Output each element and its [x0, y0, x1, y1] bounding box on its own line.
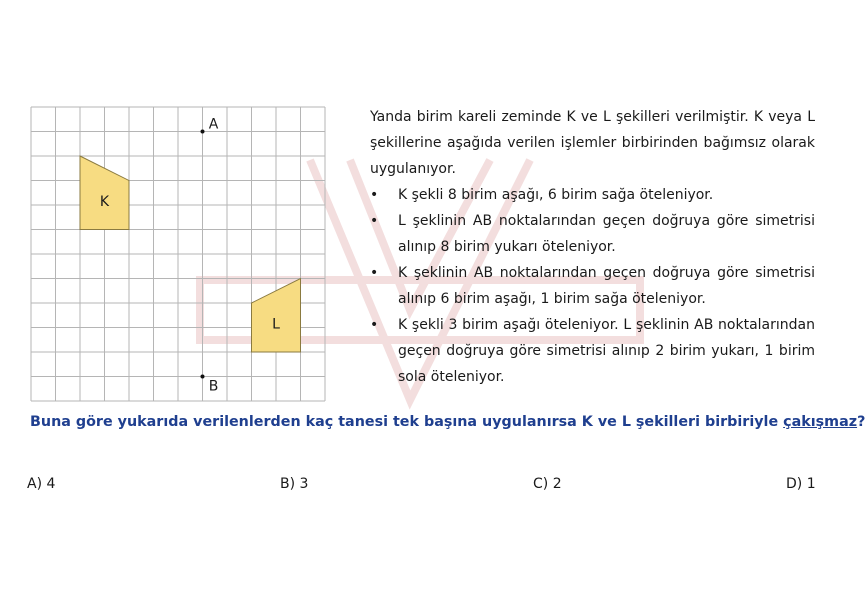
operation-item [370, 260, 815, 312]
bullet-marker: • [370, 187, 379, 203]
choice-c[interactable]: C) 2 [533, 476, 562, 492]
operation-text: K şekli 8 birim aşağı, 6 birim sağa öteleniyor. [398, 187, 714, 203]
operation-item [370, 182, 815, 208]
operation-item [370, 208, 815, 260]
point-a [201, 130, 205, 134]
operation-text: L şeklinin AB noktalarından geçen doğruya göre simetrisi alınıp 8 birim yukarı öteleniyor. [398, 213, 815, 255]
label-k: K [99, 194, 110, 210]
label-l: L [272, 316, 280, 333]
question-text [30, 414, 865, 430]
grid-figure [30, 106, 326, 400]
label-b: B [208, 378, 219, 395]
label-a: A [208, 116, 219, 133]
choice-d[interactable]: D) 1 [786, 476, 816, 492]
choice-a[interactable]: A) 4 [27, 476, 56, 492]
choice-b[interactable]: B) 3 [280, 476, 309, 492]
question-main: Buna göre yukarıda verilenlerden kaç tanesi tek başına uygulanırsa K ve L şekilleri birbiriyle [30, 414, 784, 430]
operations-list [370, 182, 815, 390]
operation-text: K şekli 3 birim aşağı öteleniyor. L şeklinin AB noktalarından geçen doğruya göre simetrisi alınıp 2 birim yukarı, 1 birim sola öteleniyor. [398, 317, 815, 385]
operation-text: K şeklinin AB noktalarından geçen doğruya göre simetrisi alınıp 6 birim aşağı, 1 birim sağa öteleniyor. [398, 265, 815, 307]
bullet-marker: • [370, 317, 379, 333]
question-end: ? [857, 414, 865, 430]
question-emphasis: çakışmaz [783, 414, 858, 430]
point-b [201, 375, 205, 379]
bullet-marker: • [370, 265, 379, 281]
intro-text: Yanda birim kareli zeminde K ve L şekilleri verilmiştir. K veya L şekillerine aşağıda verilen işlemler birbirinden bağımsız olarak uygulanıyor. [370, 109, 815, 177]
operation-item [370, 312, 815, 390]
bullet-marker: • [370, 213, 379, 229]
